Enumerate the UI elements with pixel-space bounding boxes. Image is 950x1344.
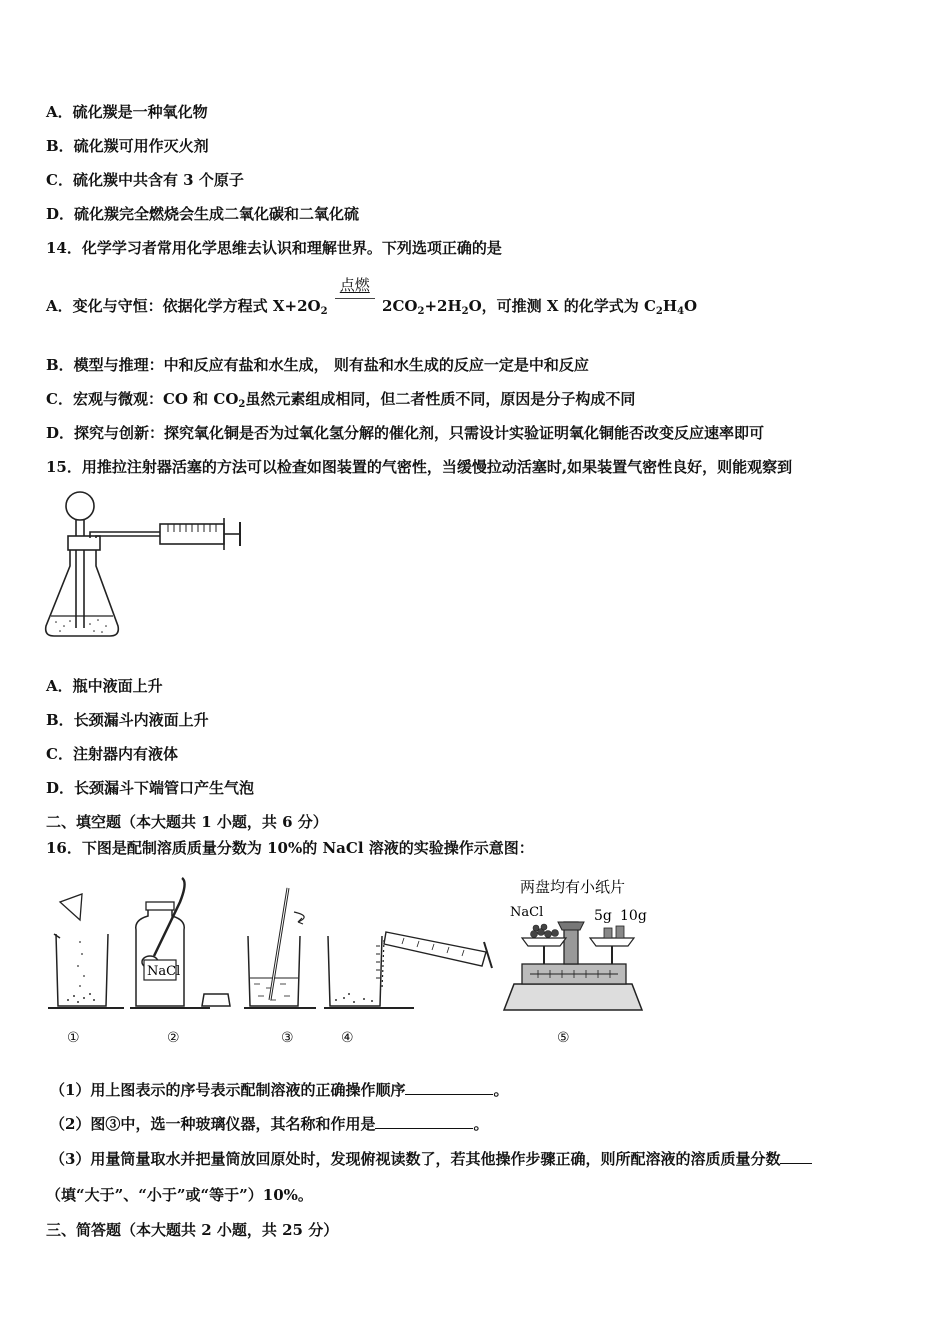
- q13-option-c: C．硫化羰中共含有 3 个原子: [46, 171, 244, 189]
- section-3-title: 三、简答题（本大题共 2 小题，共 25 分）: [46, 1221, 339, 1239]
- balance-note: 两盘均有小纸片: [520, 878, 626, 896]
- pan-nacl-label: NaCl: [510, 905, 544, 920]
- q15-option-b: B．长颈漏斗内液面上升: [46, 711, 209, 729]
- q13-option-d: D．硫化羰完全燃烧会生成二氧化碳和二氧化硫: [46, 205, 360, 223]
- q16-sub1: （1）用上图表示的序号表示配制溶液的正确操作顺序 。: [50, 1081, 509, 1099]
- q13-option-b: B．硫化羰可用作灭火剂: [46, 137, 209, 155]
- figure-label-3: ③: [281, 1030, 294, 1046]
- q15-stem: 15．用推拉注射器活塞的方法可以检查如图装置的气密性，当缓慢拉动活塞时,如果装置气密性良好，则能观察到: [46, 458, 793, 476]
- q15-option-d: D．长颈漏斗下端管口产生气泡: [46, 779, 255, 797]
- q13-option-a: A．硫化羰是一种氧化物: [46, 103, 208, 121]
- reaction-condition: 点燃: [339, 276, 370, 294]
- weight-5g-label: 5g: [594, 908, 612, 924]
- airtightness-apparatus-figure: [40, 488, 260, 648]
- q16-stem: 16．下图是配制溶质质量分数为 10%的 NaCl 溶液的实验操作示意图：: [46, 839, 534, 857]
- answer-blank-1[interactable]: [405, 1080, 493, 1095]
- answer-blank-2[interactable]: [375, 1114, 473, 1129]
- q14-option-d: D．探究与创新：探究氧化铜是否为过氧化氢分解的催化剂，只需设计实验证明氧化铜能否改变反应速率即可: [46, 424, 765, 442]
- answer-blank-3[interactable]: [780, 1149, 812, 1164]
- solution-prep-figure: [44, 872, 664, 1022]
- bottle-nacl-label: NaCl: [147, 964, 181, 979]
- figure-label-4: ④: [341, 1030, 354, 1046]
- figure-label-2: ②: [167, 1030, 180, 1046]
- figure-label-1: ①: [67, 1030, 80, 1046]
- q14-option-b: B．模型与推理：中和反应有盐和水生成， 则有盐和水生成的反应一定是中和反应: [46, 356, 589, 374]
- q15-option-a: A．瓶中液面上升: [46, 677, 163, 695]
- q14-option-c: C．宏观与微观：CO 和 $CO_2$虽然元素组成相同，但二者性质不同，原因是分子构成不同: [46, 390, 636, 410]
- q14-option-a: A．变化与守恒：依据化学方程式 $X+2O_2$ 点燃 $2CO_2+2H_2O$，可推测 X 的化学式为 $C_2H_4O$: [46, 276, 698, 317]
- figure-label-5: ⑤: [557, 1030, 570, 1046]
- weight-10g-label: 10g: [620, 908, 647, 924]
- q15-option-c: C．注射器内有液体: [46, 745, 178, 763]
- q16-sub3-continued: （填“大于”、“小于”或“等于”）10%。: [46, 1186, 313, 1204]
- q16-sub2: （2）图③中，选一种玻璃仪器，其名称和作用是 。: [50, 1115, 489, 1133]
- q14-stem: 14．化学学习者常用化学思维去认识和理解世界。下列选项正确的是: [46, 239, 502, 257]
- section-2-title: 二、填空题（本大题共 1 小题，共 6 分）: [46, 813, 328, 831]
- q16-sub3: （3）用量筒量取水并把量筒放回原处时，发现俯视读数了，若其他操作步骤正确，则所配溶液的溶质质量分数: [50, 1149, 812, 1169]
